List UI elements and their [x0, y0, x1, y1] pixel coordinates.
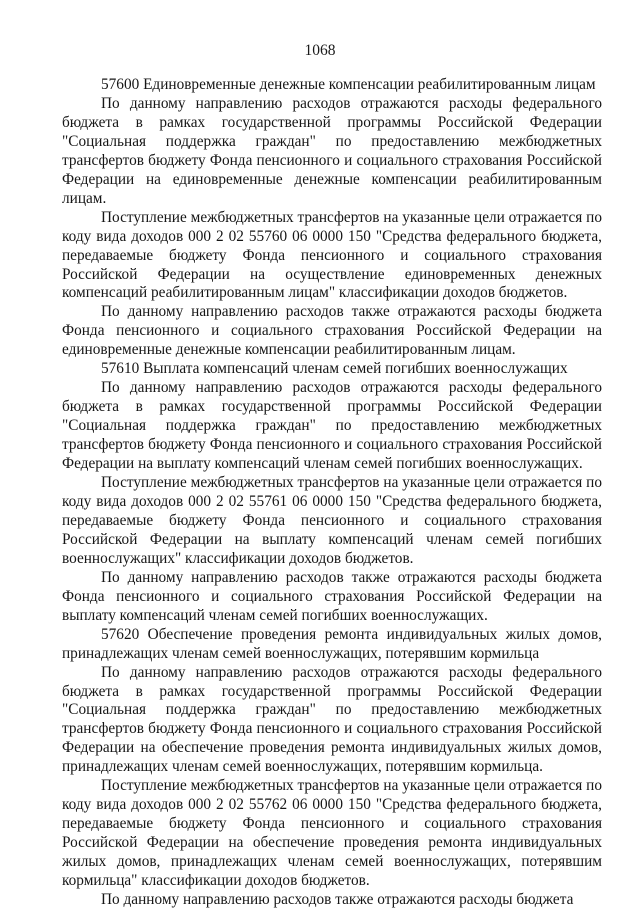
page-number: 1068 [304, 42, 336, 59]
section-heading-57600: 57600 Единовременные денежные компенсации реабилитированным лицам [101, 76, 596, 93]
paragraph: По данному направлению расходов также отражаются расходы бюджета Фонда пенсионного и социального страхования Российской Федерации на единовременные денежные компенсации реабилитированным лицам. [62, 303, 602, 359]
paragraph: По данному направлению расходов отражаются расходы федерального бюджета в рамках государственной программы Российской Федерации "Социальная поддержка граждан" по предоставлению межбюджетных трансфертов бюджету Фонда пенсионного и социального страхования Российской Федерации на обеспечение проведения ремонта индивидуальных жилых домов, принадлежащих членам семей военнослужащих, потерявшим кормильца. [62, 663, 602, 776]
paragraph: Поступление межбюджетных трансфертов на указанные цели отражается по коду вида доходов 000 2 02 55760 06 0000 150 "Средства федерального бюджета, передаваемые бюджету Фонда пенсионного и социального страхования Российской Федерации на осуществление единовременных денежных компенсаций реабилитированным лицам" классификации доходов бюджетов. [62, 208, 602, 302]
paragraph: Поступление межбюджетных трансфертов на указанные цели отражается по коду вида доходов 000 2 02 55761 06 0000 150 "Средства федерального бюджета, передаваемые бюджету Фонда пенсионного и социального страхования Российской Федерации на выплату компенсаций членам семей погибших военнослужащих" классификации доходов бюджетов. [62, 474, 602, 567]
document-body [62, 76, 602, 910]
paragraph: По данному направлению расходов отражаются расходы федерального бюджета в рамках государственной программы Российской Федерации "Социальная поддержка граждан" по предоставлению межбюджетных трансфертов бюджету Фонда пенсионного и социального страхования Российской Федерации на единовременные денежные компенсации реабилитированным лицам. [62, 94, 602, 207]
section-heading-57610: 57610 Выплата компенсаций членам семей погибших военнослужащих [101, 360, 568, 378]
paragraph: По данному направлению расходов также отражаются расходы бюджета Фонда пенсионного и социального страхования Российской Федерации на выплату компенсаций членам семей погибших военнослужащих. [62, 568, 602, 624]
paragraph: По данному направлению расходов также отражаются расходы бюджета [101, 890, 574, 908]
paragraph: По данному направлению расходов отражаются расходы федерального бюджета в рамках государственной программы Российской Федерации "Социальная поддержка граждан" по предоставлению межбюджетных трансфертов бюджету Фонда пенсионного и социального страхования Российской Федерации на выплату компенсаций членам семей погибших военнослужащих. [62, 379, 602, 473]
section-heading-57620: 57620 Обеспечение проведения ремонта индивидуальных жилых домов, принадлежащих членам семей военнослужащих, потерявшим кормильца [62, 625, 602, 662]
paragraph: Поступление межбюджетных трансфертов на указанные цели отражается по коду вида доходов 000 2 02 55762 06 0000 150 "Средства федерального бюджета, передаваемые бюджету Фонда пенсионного и социального страхования Российской Федерации на обеспечение проведения ремонта индивидуальных жилых домов, принадлежащих членам семей военнослужащих, потерявшим кормильца" классификации доходов бюджетов. [62, 777, 602, 890]
